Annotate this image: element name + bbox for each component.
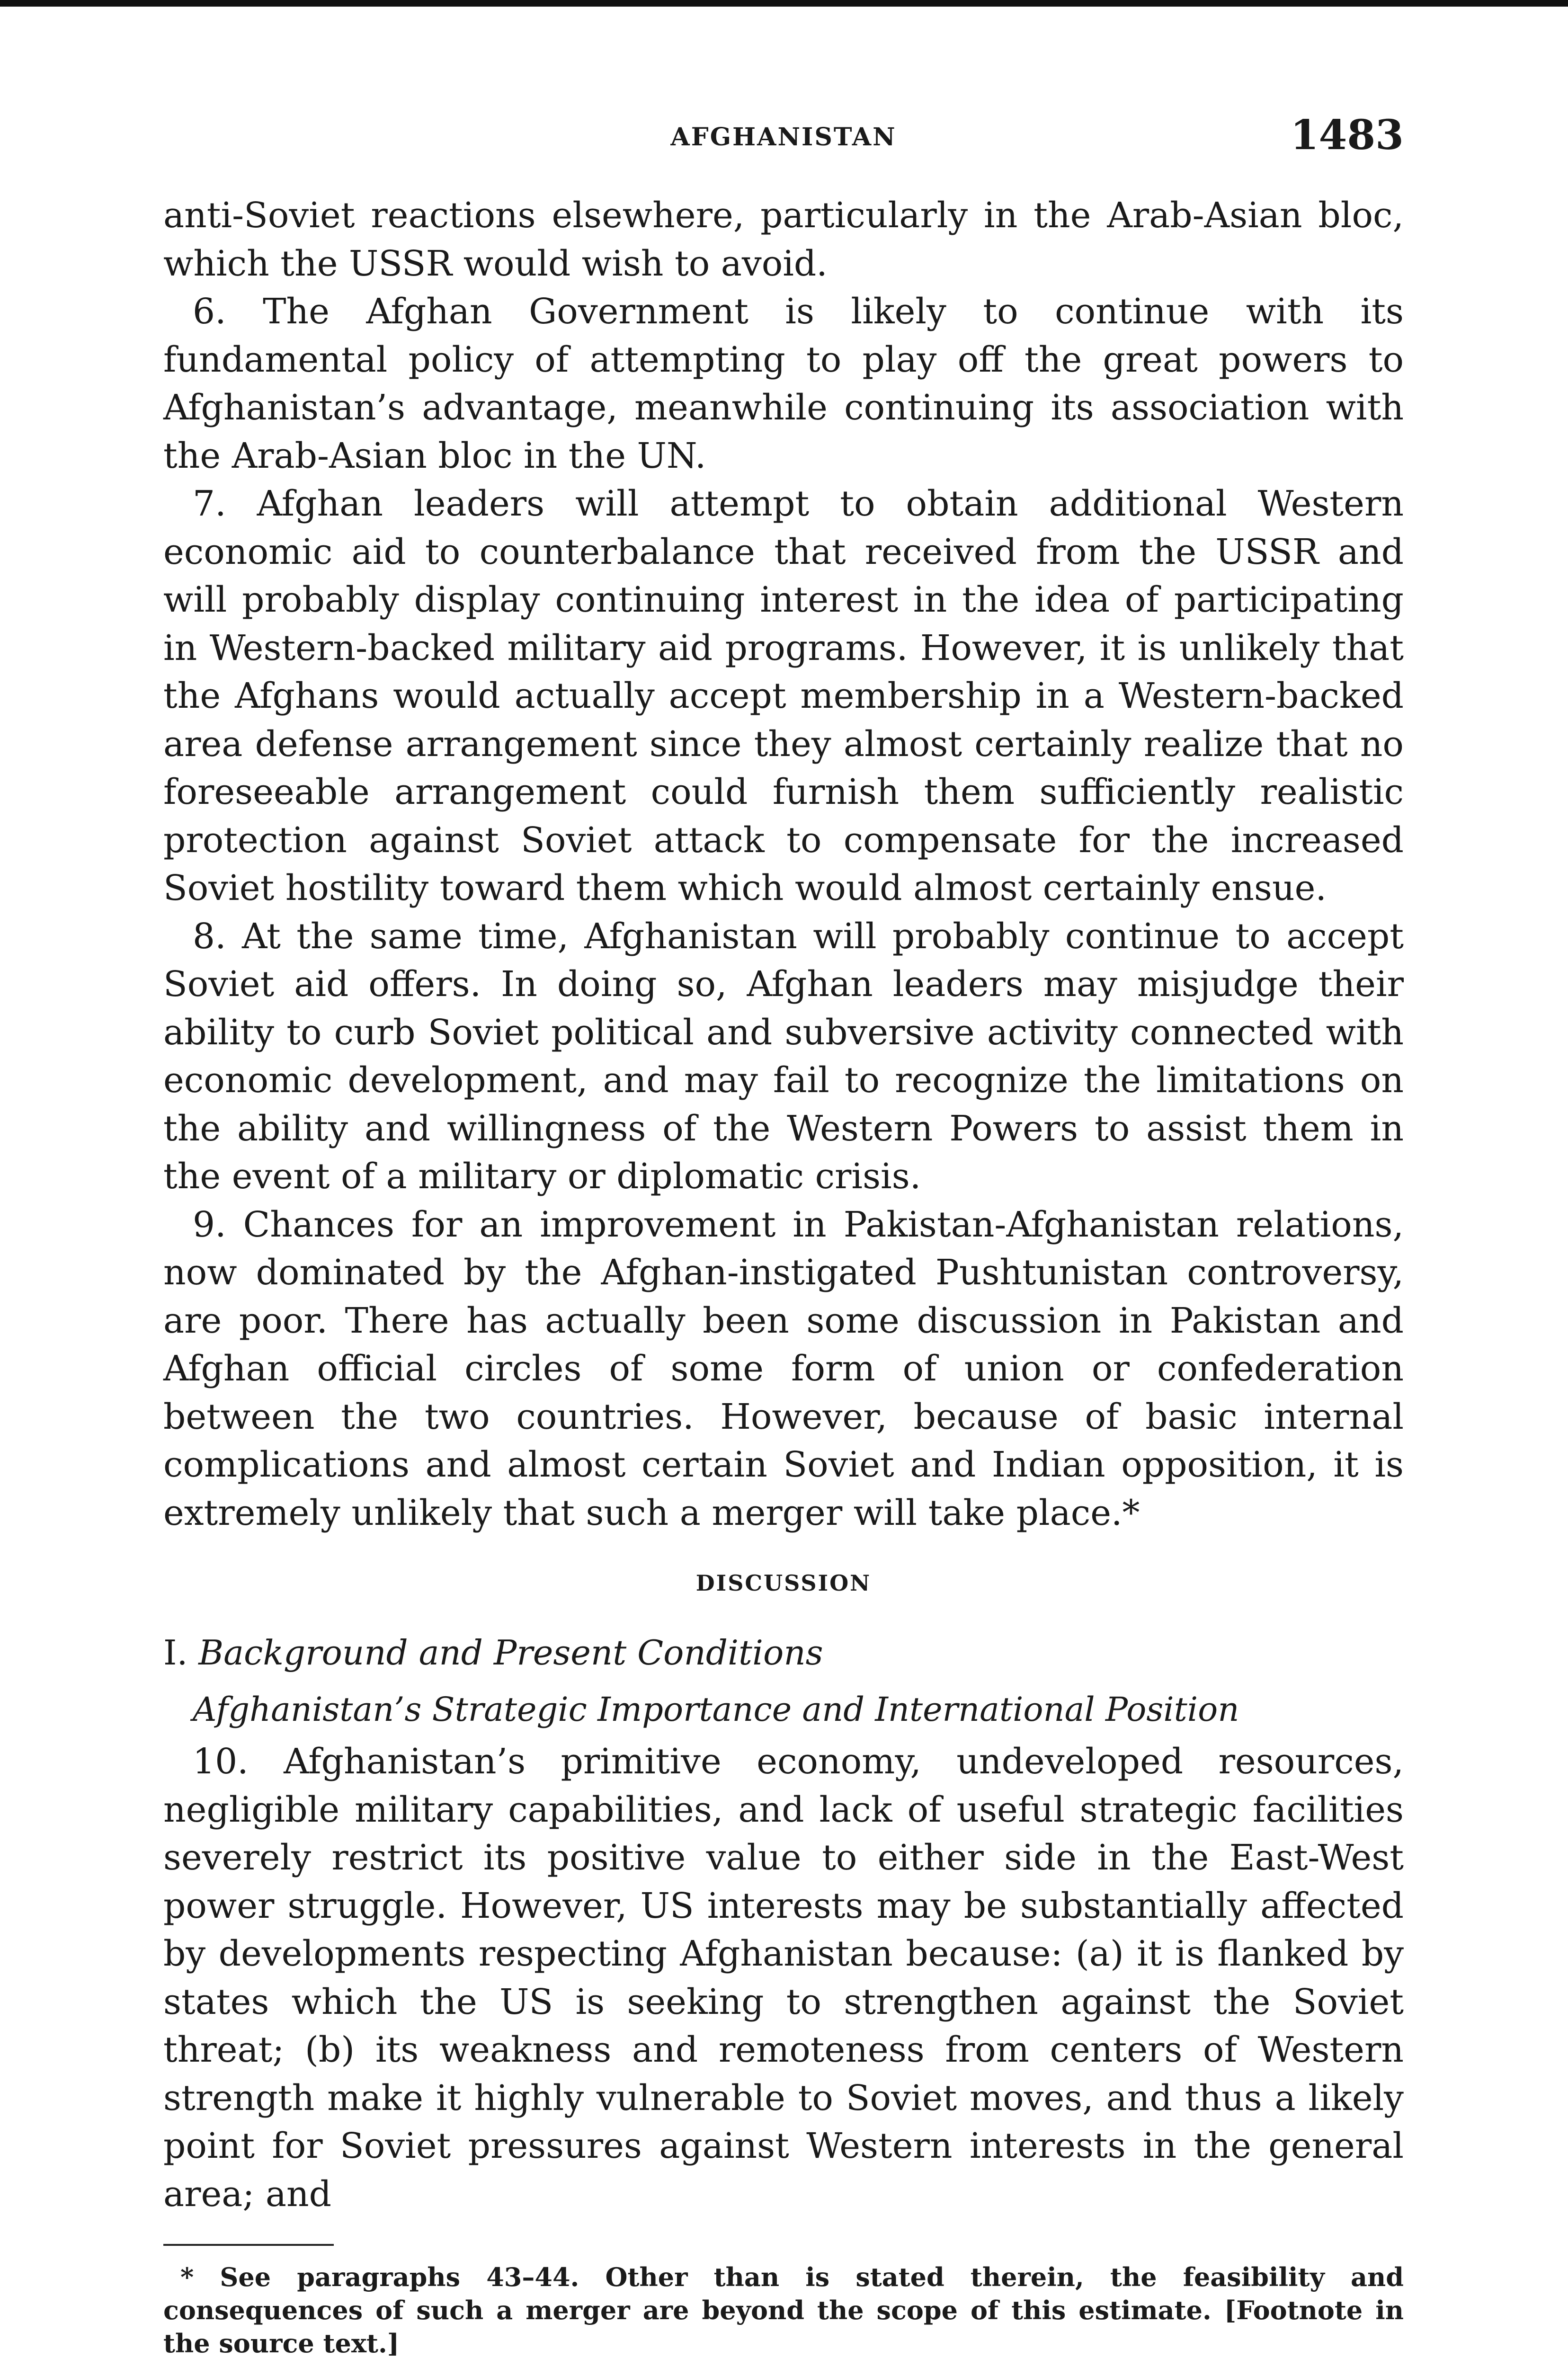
section-number: I. <box>163 1633 188 1673</box>
footnote: * See paragraphs 43–44. Other than is stated therein, the feasibility and consequences of such a merger are beyond the scope of this estimate. [Footnote in the source text.] <box>163 2262 1404 2358</box>
top-border-rule <box>0 0 1568 7</box>
paragraph-6: 6. The Afghan Government is likely to continue with its fundamental policy of attempting to play off the great powers to Afghanistan’s advantage, meanwhile continuing its association with the Arab-Asian bloc in the UN. <box>163 291 1404 476</box>
body-text <box>163 192 1404 2218</box>
running-head <box>163 111 1404 163</box>
subsection-heading: Afghanistan’s Strategic Importance and International Position <box>193 1690 1239 1729</box>
paragraph-continuation: anti-Soviet reactions elsewhere, particularly in the Arab-Asian bloc, which the USSR would wish to avoid. <box>163 195 1404 284</box>
running-title: AFGHANISTAN <box>670 123 897 151</box>
footnote-rule <box>163 2244 334 2246</box>
paragraph-8: 8. At the same time, Afghanistan will probably continue to accept Soviet aid offers. In doing so, Afghan leaders may misjudge their ability to curb Soviet political and subversive activity connected with economic development, and may fail to recognize the limitations on the ability and willingness of the Western Powers to assist them in the event of a military or diplomatic crisis. <box>163 916 1404 1197</box>
section-title: Background and Present Conditions <box>198 1633 823 1673</box>
paragraph-7: 7. Afghan leaders will attempt to obtain additional Western economic aid to counterbalance that received from the USSR and will probably display continuing interest in the idea of participating in Western-backed military aid programs. However, it is unlikely that the Afghans would actually accept membership in a Western-backed area defense arrangement since they almost certainly realize that no foreseeable arrangement could furnish them sufficiently realistic protection against Soviet attack to compensate for the increased Soviet hostility toward them which would almost certainly ensue. <box>163 483 1404 908</box>
section-heading <box>163 1629 1404 1676</box>
discussion-label: DISCUSSION <box>695 1570 872 1596</box>
paragraph-9: 9. Chances for an improvement in Pakistan-Afghanistan relations, now dominated by the Afghan-instigated Pushtunistan controversy, are poor. There has actually been some discussion in Pakistan and Afghan official circles of some form of union or confederation between the two countries. However, because of basic internal complications and almost certain Soviet and Indian opposition, it is extremely unlikely that such a merger will take place.* <box>163 1204 1404 1533</box>
page-number: 1483 <box>1290 111 1404 159</box>
paragraph-10: 10. Afghanistan’s primitive economy, undeveloped resources, negligible military capabilities, and lack of useful strategic facilities severely restrict its positive value to either side in the East-West power struggle. However, US interests may be substantially affected by developments respecting Afghanistan because: (a) it is flanked by states which the US is seeking to strengthen against the Soviet threat; (b) its weakness and remoteness from centers of Western strength make it highly vulnerable to Soviet moves, and thus a likely point for Soviet pressures against Western interests in the general area; and <box>163 1741 1404 2215</box>
